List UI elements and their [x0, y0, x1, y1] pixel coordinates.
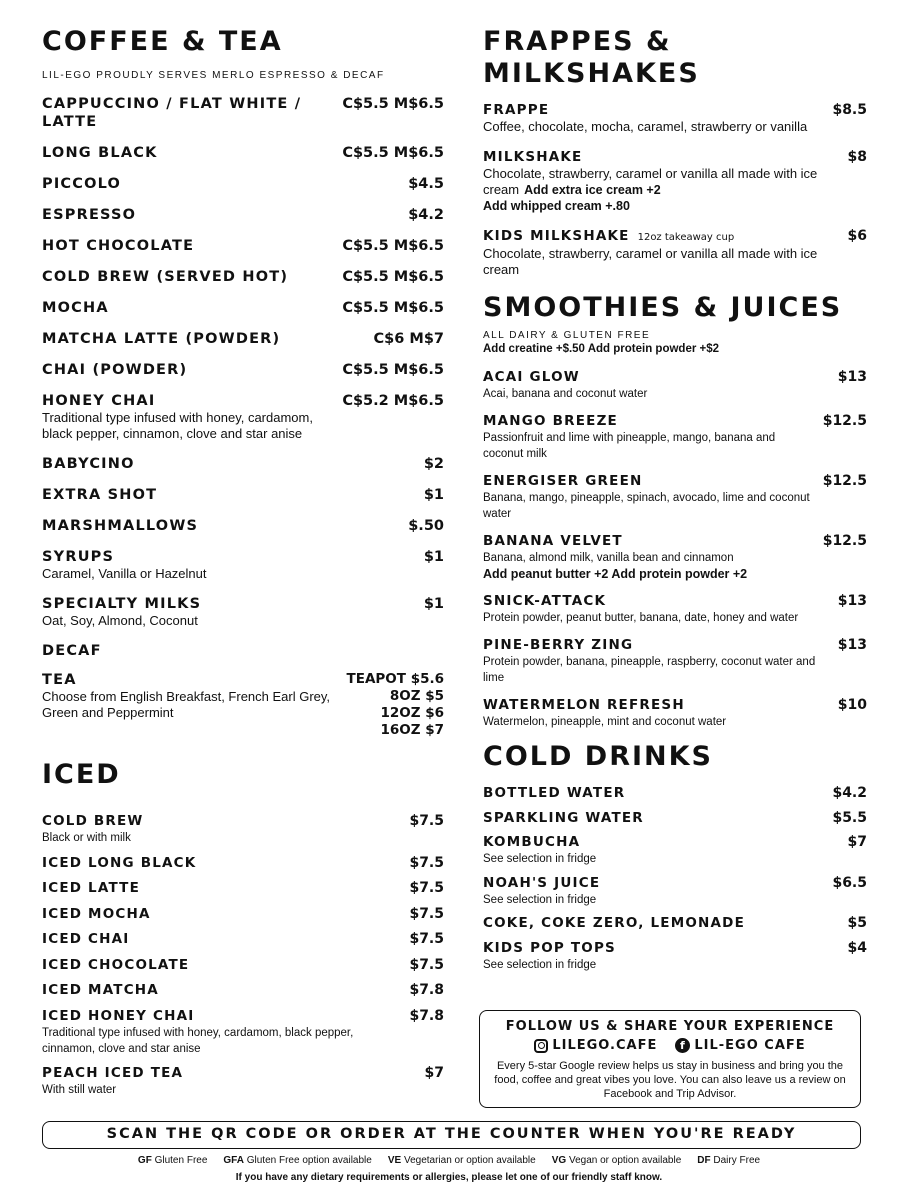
item-name: SNICK-ATTACK	[483, 593, 607, 609]
item-price: $5	[847, 915, 867, 931]
legend-label: Vegetarian or option available	[403, 1155, 536, 1166]
menu-item-info	[483, 593, 838, 626]
item-price: $10	[837, 697, 867, 713]
item-desc: Banana, mango, pineapple, spinach, avocado, lime and coconut water	[483, 492, 810, 520]
tea-desc: Choose from English Breakfast, French Earl Grey, Green and Peppermint	[42, 689, 331, 720]
menu-item	[42, 855, 444, 872]
item-price: C$5.5 M$6.5	[342, 362, 444, 378]
item-desc: Black or with milk	[42, 832, 131, 844]
menu-item-info	[42, 330, 374, 348]
item-price: $7.5	[409, 854, 444, 871]
menu-item-info	[483, 149, 848, 214]
item-price: $13	[837, 593, 867, 609]
menu-item-info	[483, 369, 838, 402]
menu-item-info	[483, 810, 832, 827]
item-name: ICED CHOCOLATE	[42, 956, 190, 973]
item-name: NOAH'S JUICE	[483, 874, 601, 891]
item-name: CHAI (POWDER)	[42, 362, 188, 378]
item-price: $1	[423, 596, 444, 612]
menu-item-info	[483, 940, 848, 973]
menu-item-info	[42, 642, 444, 660]
qr-order-banner: SCAN THE QR CODE OR ORDER AT THE COUNTER WHEN YOU'RE READY	[42, 1121, 861, 1149]
cold-drinks-heading: COLD DRINKS	[483, 741, 713, 772]
menu-item-info	[483, 228, 848, 278]
follow-title: FOLLOW US & SHARE YOUR EXPERIENCE	[505, 1019, 835, 1034]
item-name: ESPRESSO	[42, 207, 137, 223]
item-desc: Caramel, Vanilla or Hazelnut	[42, 566, 207, 581]
menu-item	[42, 548, 444, 582]
smoothies-heading: SMOOTHIES & JUICES	[483, 292, 843, 323]
legend-label: Vegan or option available	[568, 1155, 682, 1166]
menu-item	[42, 517, 444, 535]
menu-item	[483, 102, 867, 135]
item-name: MATCHA LATTE (POWDER)	[42, 331, 281, 347]
menu-item	[42, 595, 444, 629]
menu-item-info	[42, 1065, 425, 1098]
menu-item-info	[42, 880, 409, 897]
item-name: MARSHMALLOWS	[42, 518, 199, 534]
menu-item-info	[483, 697, 838, 730]
menu-item	[483, 915, 867, 932]
item-price: $4.2	[408, 207, 444, 223]
menu-item	[42, 455, 444, 473]
item-name: LONG BLACK	[42, 145, 158, 161]
iced-heading: ICED	[42, 759, 121, 790]
menu-item-info	[42, 1008, 409, 1057]
item-price: $7.5	[409, 905, 444, 922]
item-price: $1	[423, 549, 444, 565]
item-name: BANANA VELVET	[483, 533, 623, 549]
item-price: $13	[837, 369, 867, 385]
menu-item-info	[483, 875, 832, 908]
legend-entry	[223, 1155, 371, 1166]
menu-item	[483, 228, 867, 278]
menu-item	[42, 642, 444, 660]
item-name: PINE-BERRY ZING	[483, 637, 634, 653]
item-price: C$5.2 M$6.5	[342, 393, 444, 409]
menu-item	[483, 810, 867, 827]
menu-item	[42, 392, 444, 442]
item-name: PICCOLO	[42, 176, 122, 192]
menu-item	[42, 95, 444, 131]
menu-item-info	[483, 915, 848, 932]
item-name: KIDS MILKSHAKE 12oz takeaway cup	[483, 228, 735, 244]
item-desc: With still water	[42, 1084, 117, 1096]
item-name: HOT CHOCOLATE	[42, 238, 195, 254]
legend-label: Gluten Free	[154, 1155, 208, 1166]
legend-code: DF	[697, 1155, 711, 1166]
item-price: $7.8	[409, 1007, 444, 1024]
item-name: BABYCINO	[42, 456, 135, 472]
item-price: $8	[847, 149, 867, 165]
item-desc: See selection in fridge	[483, 893, 597, 906]
menu-item	[42, 237, 444, 255]
item-price: C$5.5 M$6.5	[342, 145, 444, 161]
instagram-icon	[534, 1039, 548, 1053]
item-price: $6	[847, 228, 867, 244]
menu-item	[42, 299, 444, 317]
menu-item-info	[42, 813, 409, 846]
item-name: MILKSHAKE	[483, 149, 583, 165]
item-desc: Banana, almond milk, vanilla bean and cinnamon	[483, 552, 734, 564]
menu-item	[483, 413, 867, 462]
coffee-tea-heading: COFFEE & TEA	[42, 26, 283, 57]
menu-item	[42, 957, 444, 974]
menu-item-info	[42, 299, 342, 317]
menu-item	[483, 940, 867, 973]
tea-prices	[347, 671, 444, 739]
item-name: SYRUPS	[42, 549, 115, 565]
menu-item-info	[483, 473, 823, 522]
item-name: HONEY CHAI	[42, 393, 156, 409]
item-name: MANGO BREEZE	[483, 413, 618, 429]
menu-item	[42, 361, 444, 379]
iced-list	[42, 813, 444, 1098]
item-desc: Chocolate, strawberry, caramel or vanilla all made with ice cream	[483, 246, 818, 277]
menu-item-info	[42, 361, 342, 379]
item-name: KOMBUCHA	[483, 834, 581, 850]
item-desc: See selection in fridge	[483, 853, 597, 865]
legend-entry	[552, 1155, 682, 1166]
menu-item-info	[483, 413, 823, 462]
legend-code: VG	[551, 1155, 567, 1166]
menu-item	[42, 268, 444, 286]
item-name: FRAPPE	[483, 102, 550, 118]
menu-item-info	[42, 268, 342, 286]
item-name: PEACH ICED TEA	[42, 1065, 184, 1081]
menu-item	[42, 931, 444, 948]
menu-item-info	[42, 906, 409, 923]
item-price: $1	[423, 487, 444, 503]
allergy-note: If you have any dietary requirements or allergies, please let one of our friendly staff know.	[235, 1172, 663, 1183]
menu-item	[42, 330, 444, 348]
item-name: KIDS POP TOPS	[483, 939, 616, 956]
item-price: $4	[847, 939, 867, 956]
item-name: ENERGISER GREEN	[483, 473, 643, 489]
tea-price-8oz: 8OZ $5	[389, 688, 444, 704]
item-name: SPARKLING WATER	[483, 809, 644, 826]
cold-drinks-list	[483, 785, 867, 973]
item-price: C$6 M$7	[373, 331, 444, 347]
dietary-legend	[0, 1155, 898, 1166]
item-name: SPECIALTY MILKS	[42, 596, 202, 612]
item-price: $7.5	[409, 956, 444, 973]
menu-item-info	[42, 982, 409, 999]
item-price: $7	[424, 1065, 444, 1081]
item-desc: Watermelon, pineapple, mint and coconut water	[483, 716, 727, 728]
menu-item-info	[42, 206, 408, 224]
menu-item-info	[42, 144, 342, 162]
menu-item	[483, 785, 867, 802]
legend-code: VE	[387, 1155, 402, 1166]
tea-item	[42, 671, 444, 739]
instagram-handle[interactable]	[534, 1038, 657, 1053]
tea-price-12oz: 12OZ $6	[380, 705, 444, 721]
follow-body: Every 5-star Google review helps us stay in business and bring you the food, coffee and great vibes you love. You can also leave us a review on Facebook and Trip Advisor.	[494, 1060, 846, 1100]
smoothies-subtitle: ALL DAIRY & GLUTEN FREE	[483, 330, 651, 341]
item-name: ICED MATCHA	[42, 982, 159, 998]
menu-item	[42, 906, 444, 923]
legend-entry	[138, 1155, 207, 1166]
item-name: COLD BREW	[42, 813, 144, 829]
item-desc: Protein powder, banana, pineapple, raspberry, coconut water and lime	[483, 656, 816, 684]
menu-item	[42, 144, 444, 162]
frappes-heading: FRAPPES & MILKSHAKES	[483, 26, 700, 89]
menu-item-info	[42, 957, 409, 974]
menu-item-info	[483, 834, 848, 867]
item-desc: See selection in fridge	[483, 958, 597, 971]
menu-item	[42, 1008, 444, 1057]
item-name: BOTTLED WATER	[483, 785, 626, 801]
item-price: $7.5	[409, 931, 444, 947]
item-price: $6.5	[832, 874, 867, 891]
item-price: $7.5	[409, 813, 444, 829]
facebook-icon: f	[675, 1038, 690, 1053]
item-price: $7.8	[409, 982, 444, 998]
item-price: $7.5	[409, 880, 444, 896]
smoothies-list	[483, 369, 867, 730]
menu-item	[483, 593, 867, 626]
legend-code: GF	[137, 1155, 152, 1166]
item-desc: Protein powder, peanut butter, banana, date, honey and water	[483, 612, 799, 624]
item-price: C$5.5 M$6.5	[342, 96, 444, 112]
item-price: $5.5	[832, 809, 867, 826]
item-price: $13	[837, 637, 867, 653]
menu-item-info	[42, 392, 342, 442]
instagram-label: LILEGO.CAFE	[552, 1038, 658, 1053]
item-desc: Acai, banana and coconut water	[483, 388, 648, 400]
item-desc: Oat, Soy, Almond, Coconut	[42, 613, 198, 628]
item-name: WATERMELON REFRESH	[483, 697, 685, 713]
item-price: $12.5	[822, 413, 867, 429]
item-price: C$5.5 M$6.5	[342, 238, 444, 254]
menu-item	[483, 149, 867, 214]
item-name: ICED LATTE	[42, 880, 141, 896]
item-name: ICED LONG BLACK	[42, 854, 197, 871]
menu-item-info	[42, 175, 408, 193]
item-name: COKE, COKE ZERO, LEMONADE	[483, 915, 745, 931]
item-name: COLD BREW (SERVED HOT)	[42, 269, 289, 285]
coffee-tea-subtitle: LIL-EGO PROUDLY SERVES MERLO ESPRESSO & DECAF	[42, 70, 385, 81]
item-price: $4.2	[832, 785, 867, 801]
item-price: $.50	[408, 518, 444, 534]
left-column	[42, 24, 444, 1107]
item-name: ACAI GLOW	[483, 369, 580, 385]
menu-item	[42, 486, 444, 504]
smoothies-note: Add creatine +$.50 Add protein powder +$2	[483, 343, 720, 355]
item-price: $4.5	[408, 176, 444, 192]
item-price: $7	[847, 834, 867, 850]
menu-item	[42, 813, 444, 846]
menu-item	[483, 697, 867, 730]
item-desc: Coffee, chocolate, mocha, caramel, strawberry or vanilla	[483, 119, 808, 134]
tea-price-teapot: TEAPOT $5.6	[346, 671, 444, 687]
tea-price-16oz: 16OZ $7	[380, 722, 444, 738]
item-addon: Add whipped cream +.80	[483, 199, 630, 213]
menu-item-info	[483, 102, 832, 135]
menu-item	[42, 1065, 444, 1098]
item-addon: Add peanut butter +2 Add protein powder +2	[483, 567, 748, 581]
item-price: C$5.5 M$6.5	[342, 300, 444, 316]
menu-item-info	[42, 548, 424, 582]
item-name: DECAF	[42, 643, 102, 659]
item-name: MOCHA	[42, 300, 109, 316]
right-column	[483, 24, 867, 980]
menu-item-info	[483, 637, 838, 686]
legend-entry	[388, 1155, 536, 1166]
item-desc: Traditional type infused with honey, cardamom, black pepper, cinnamon, clove and star anise	[42, 410, 313, 441]
item-desc: Chocolate, strawberry, caramel or vanilla all made with ice cream Add extra ice cream +2	[483, 166, 818, 197]
menu-item	[42, 175, 444, 193]
menu-item-info	[42, 595, 424, 629]
item-desc: Passionfruit and lime with pineapple, mango, banana and coconut milk	[483, 432, 776, 460]
menu-item	[483, 875, 867, 908]
menu-item-info	[42, 455, 424, 473]
menu-item	[483, 834, 867, 867]
menu-item-info	[42, 237, 342, 255]
item-price: $8.5	[832, 102, 867, 118]
menu-item	[42, 982, 444, 999]
item-name: CAPPUCCINO / FLAT WHITE / LATTE	[42, 96, 302, 130]
coffee-tea-list	[42, 95, 444, 660]
item-addon-inline: Add extra ice cream +2	[524, 183, 661, 197]
menu-item	[483, 473, 867, 522]
item-name: EXTRA SHOT	[42, 487, 158, 503]
legend-code: GFA	[223, 1155, 244, 1166]
menu-item-info	[483, 533, 823, 582]
item-name: ICED HONEY CHAI	[42, 1007, 195, 1024]
tea-name: TEA	[42, 672, 77, 688]
item-name: ICED CHAI	[42, 931, 130, 947]
item-price: $12.5	[822, 473, 867, 489]
legend-label: Gluten Free option available	[246, 1155, 372, 1166]
menu-item-info	[42, 931, 409, 948]
menu-item	[42, 880, 444, 897]
item-desc: Traditional type infused with honey, cardamom, black pepper, cinnamon, clove and star anise	[42, 1026, 354, 1055]
item-name: ICED MOCHA	[42, 905, 151, 922]
menu-item-info	[483, 785, 832, 802]
menu-item	[483, 369, 867, 402]
menu-item-info	[42, 486, 424, 504]
social-handles	[480, 1038, 860, 1053]
menu-item	[483, 533, 867, 582]
menu-item	[483, 637, 867, 686]
frappes-list	[483, 102, 867, 278]
facebook-label: LIL-EGO CAFE	[694, 1038, 806, 1053]
item-tag: 12oz takeaway cup	[637, 232, 735, 243]
item-price: C$5.5 M$6.5	[342, 269, 444, 285]
item-price: $2	[423, 456, 444, 472]
menu-item-info	[42, 517, 408, 535]
menu-item-info	[42, 95, 342, 131]
follow-box	[479, 1010, 861, 1108]
menu-item-info	[42, 855, 409, 872]
legend-entry	[697, 1155, 760, 1166]
menu-item	[42, 206, 444, 224]
facebook-handle[interactable]	[675, 1038, 805, 1053]
legend-label: Dairy Free	[713, 1155, 761, 1166]
item-price: $12.5	[822, 533, 867, 549]
